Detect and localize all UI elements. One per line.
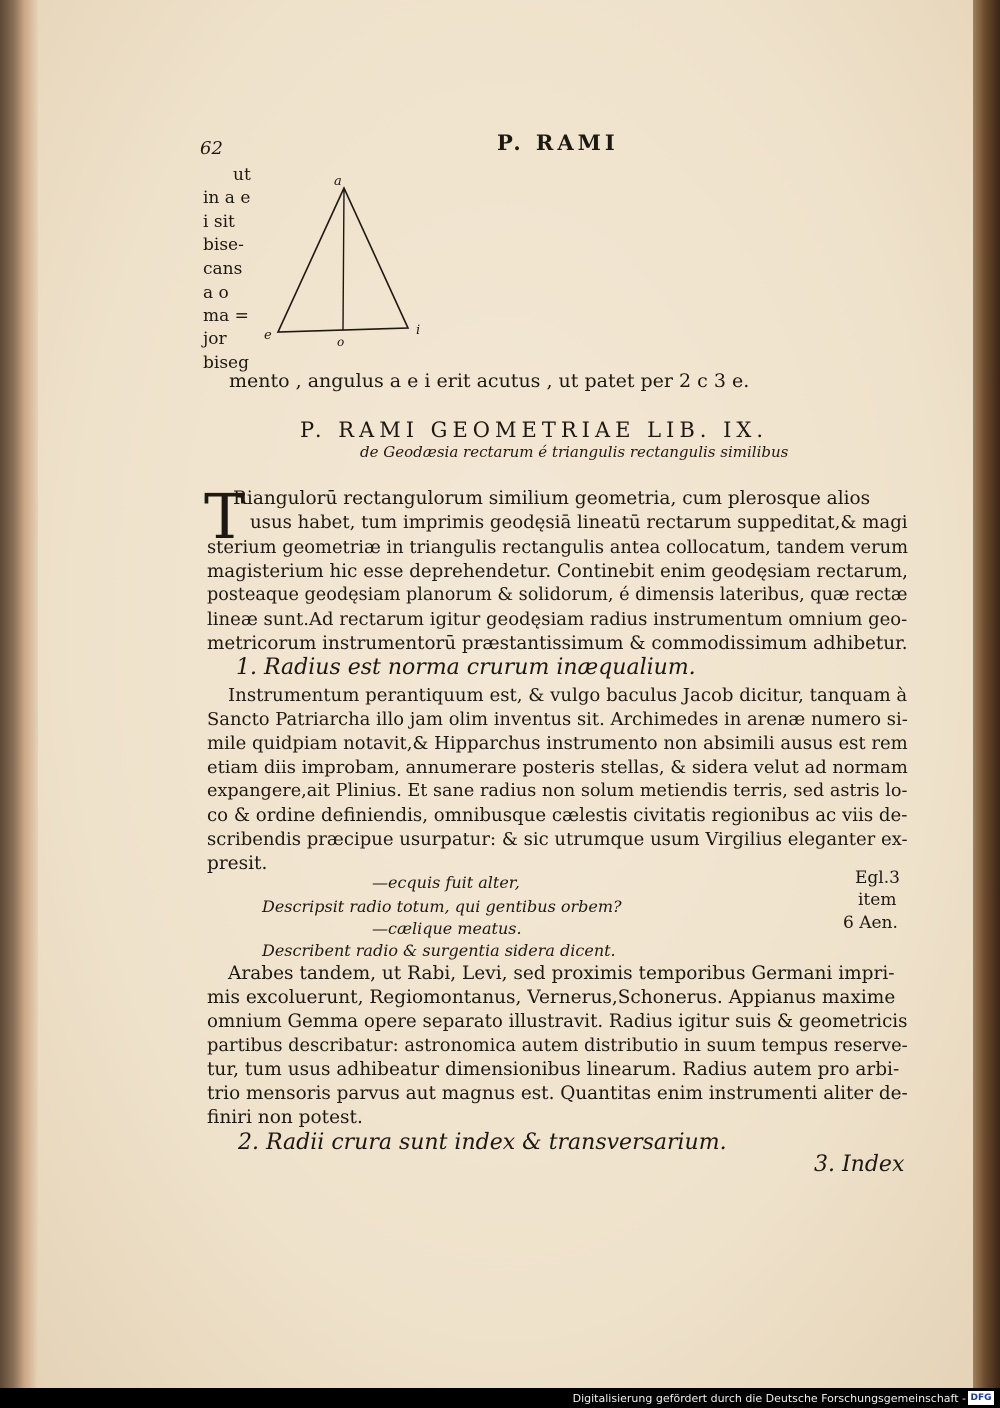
section-heading: 1. Radius est norma crurum inæqualium.: [236, 655, 696, 680]
text-line: presit.: [207, 853, 268, 874]
label-left: e: [264, 328, 272, 343]
margin-reference: Egl.3: [855, 868, 900, 888]
catchword: 3. Index: [814, 1152, 905, 1177]
text-line: finiri non potest.: [207, 1107, 363, 1128]
label-apex: a: [334, 174, 342, 189]
section-heading: 2. Radii crura sunt index & transversarium.: [238, 1130, 727, 1155]
margin-reference: item: [858, 890, 897, 910]
label-right: i: [416, 323, 421, 338]
text-line: usus habet, tum imprimis geodęsiā lineatū rectarum suppeditat,& magi: [250, 512, 908, 533]
verse-line: —ecquis fuit alter,: [372, 873, 520, 892]
text-line: lineæ sunt.Ad rectarum igitur geodęsiam radius instrumentum omnium geo-: [207, 609, 908, 630]
text-line: co & ordine definiendis, omnibusque cælestis civitatis regionibus ac viis de-: [207, 805, 908, 826]
text-line: Arabes tandem, ut Rabi, Levi, sed proximis temporibus Germani impri-: [228, 963, 895, 984]
margin-word: a o: [203, 283, 229, 303]
text-line: Instrumentum perantiquum est, & vulgo baculus Jacob dicitur, tanquam à: [228, 685, 908, 706]
text-line: posteaque geodęsiam planorum & solidorum, é dimensis lateribus, quæ rectæ: [207, 585, 908, 605]
bisector-line: [343, 188, 344, 330]
text-line: sterium geometriæ in triangulis rectangulis antea collocatum, tandem verum: [207, 537, 909, 558]
text-line: mile quidpiam notavit,& Hipparchus instrumento non absimili ausus est rem: [207, 733, 908, 754]
margin-word: in a e: [203, 188, 251, 208]
book-subtitle: de Geodæsia rectarum é triangulis rectangulis similibus: [360, 443, 789, 461]
margin-word: ma =: [203, 306, 249, 326]
figure-caption-line: mento , angulus a e i erit acutus , ut patet per 2 c 3 e.: [229, 370, 750, 392]
running-head: P. RAMI: [497, 130, 619, 155]
triangle-figure: [262, 170, 437, 350]
text-line: Riangulorū rectangulorum similium geometria, cum plerosque alios: [233, 488, 871, 509]
text-line: tur, tum usus adhibeatur dimensionibus linearum. Radius autem pro arbi-: [207, 1059, 900, 1080]
text-line: partibus describatur: astronomica autem distributio in suum tempus reserve-: [207, 1035, 908, 1056]
text-line: mis excoluerunt, Regiomontanus, Vernerus,Schonerus. Appianus maxime: [207, 987, 896, 1008]
page-number: 62: [200, 138, 223, 159]
text-line: omnium Gemma opere separato illustravit. Radius igitur suis & geometricis: [207, 1011, 908, 1032]
margin-word: cans: [203, 259, 243, 279]
book-title: P. RAMI GEOMETRIAE LIB. IX.: [300, 418, 769, 442]
text-line: Sancto Patriarcha illo jam olim inventus sit. Archimedes in arenæ numero si-: [207, 709, 908, 730]
verse-line: Descripsit radio totum, qui gentibus orbem?: [262, 897, 622, 916]
drop-capital: T: [204, 480, 246, 553]
margin-word: i sit: [203, 212, 235, 232]
margin-reference: 6 Aen.: [843, 913, 898, 933]
margin-word: ut: [233, 165, 251, 185]
dfg-logo: DFG: [968, 1391, 994, 1405]
margin-word: jor: [203, 329, 227, 349]
verse-line: Describent radio & surgentia sidera dicent.: [262, 941, 616, 960]
digitization-credit: Digitalisierung gefördert durch die Deutsche Forschungsgemeinschaft -: [572, 1392, 966, 1405]
text-line: trio mensoris parvus aut magnus est. Quantitas enim instrumenti aliter de-: [207, 1083, 908, 1104]
text-line: expangere,ait Plinius. Et sane radius non solum metiendis terris, sed astris lo-: [207, 781, 908, 801]
text-line: etiam diis improbam, annumerare posteris stellas, & sidera velut ad normam: [207, 757, 908, 778]
text-line: magisterium hic esse deprehendetur. Continebit enim geodęsiam rectarum,: [207, 561, 908, 582]
verse-line: —cælique meatus.: [372, 919, 522, 938]
text-line: metricorum instrumentorū præstantissimum & commodissimum adhibetur.: [207, 633, 908, 654]
text-line: scribendis præcipue usurpatur: & sic utrumque usum Virgilius eleganter ex-: [207, 829, 908, 850]
margin-word: biseg: [203, 353, 249, 373]
label-base: o: [337, 335, 345, 349]
margin-word: bise-: [203, 235, 244, 255]
